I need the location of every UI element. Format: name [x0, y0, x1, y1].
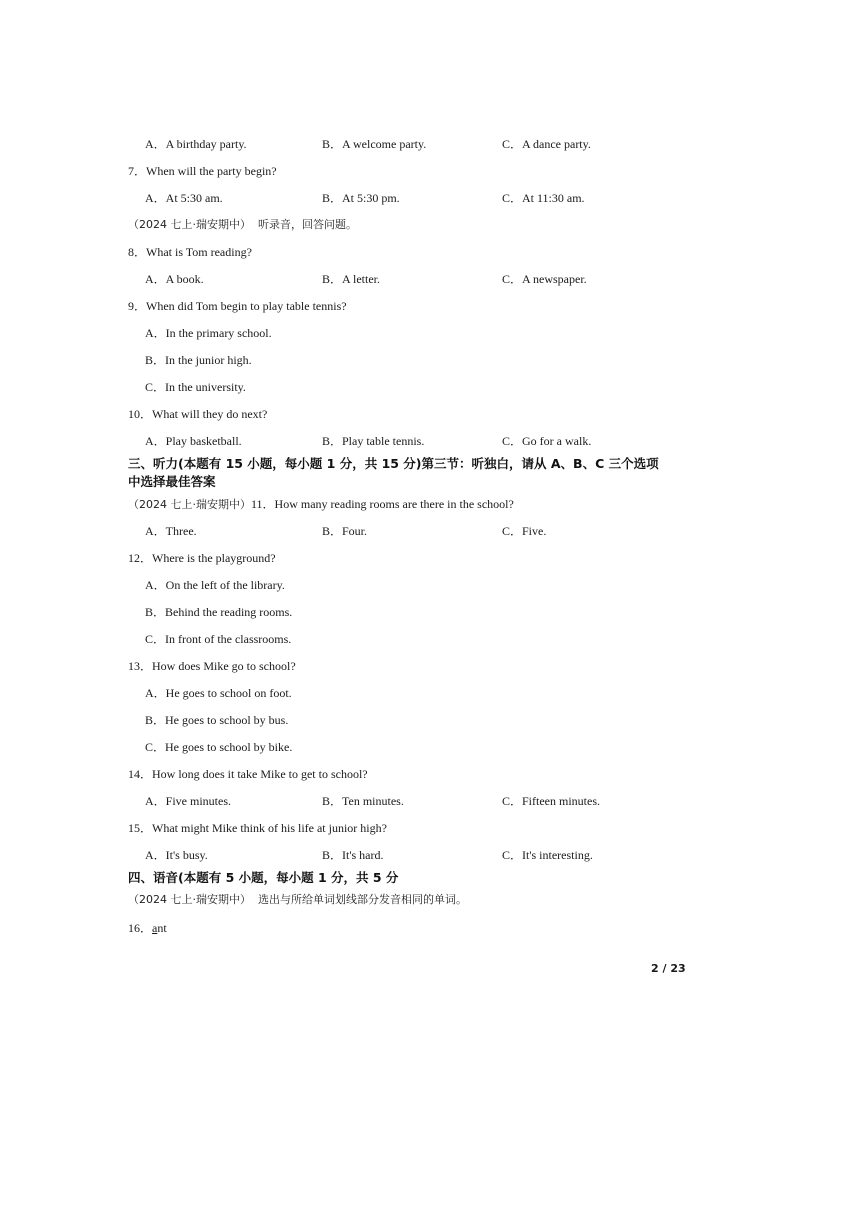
- q15-option-b: B．It's hard.: [322, 848, 384, 862]
- q6-option-b: B．A welcome party.: [322, 137, 427, 151]
- q12-stem: 12．Where is the playground?: [128, 551, 276, 565]
- q11-stem-line: [128, 495, 514, 512]
- q13-option-b: B．He goes to school by bus.: [145, 713, 289, 727]
- q15-option-c: C．It's interesting.: [502, 848, 593, 862]
- q7-stem: 7．When will the party begin?: [128, 164, 277, 178]
- q11-stem: 11．How many reading rooms are there in the school?: [251, 497, 514, 511]
- instruction-text: 听录音，回答问题。: [258, 218, 357, 231]
- q7-option-b: B．At 5:30 pm.: [322, 191, 400, 205]
- q11-option-c: C．Five.: [502, 524, 547, 538]
- q12-option-a: A．On the left of the library.: [145, 578, 285, 592]
- q9-stem: 9．When did Tom begin to play table tennis?: [128, 299, 347, 313]
- q13-option-c: C．He goes to school by bike.: [145, 740, 293, 754]
- q14-stem: 14．How long does it take Mike to get to school?: [128, 767, 368, 781]
- q6-option-a: A．A birthday party.: [145, 137, 247, 151]
- q10-option-c: C．Go for a walk.: [502, 434, 592, 448]
- q9-option-b: B．In the junior high.: [145, 353, 252, 367]
- instruction-text: 选出与所给单词划线部分发音相同的单词。: [258, 893, 467, 906]
- q7-option-c: C．At 11:30 am.: [502, 191, 585, 205]
- q11-option-b: B．Four.: [322, 524, 368, 538]
- q9-option-a: A．In the primary school.: [145, 326, 272, 340]
- q6-option-c: C．A dance party.: [502, 137, 591, 151]
- page-number: 2 / 23: [651, 962, 686, 975]
- q14-option-a: A．Five minutes.: [145, 794, 231, 808]
- q8-option-c: C．A newspaper.: [502, 272, 587, 286]
- q8-option-a: A．A book.: [145, 272, 204, 286]
- q16-stem: [128, 919, 167, 936]
- q10-option-b: B．Play table tennis.: [322, 434, 425, 448]
- q11-option-a: A．Three.: [145, 524, 197, 538]
- source-tag: （2024 七上·瑞安期中）: [128, 498, 251, 511]
- q15-option-a: A．It's busy.: [145, 848, 208, 862]
- q15-stem: 15．What might Mike think of his life at junior high?: [128, 821, 387, 835]
- source-tag: （2024 七上·瑞安期中）: [128, 218, 251, 231]
- q13-stem: 13．How does Mike go to school?: [128, 659, 296, 673]
- q12-option-b: B．Behind the reading rooms.: [145, 605, 293, 619]
- q12-option-c: C．In front of the classrooms.: [145, 632, 292, 646]
- section-4-heading: 四、语音(本题有 5 小题，每小题 1 分，共 5 分: [128, 870, 399, 885]
- q8-stem: 8．What is Tom reading?: [128, 245, 252, 259]
- section-3-heading-line2: 中选择最佳答案: [128, 474, 216, 489]
- q10-stem: 10．What will they do next?: [128, 407, 268, 421]
- q9-option-c: C．In the university.: [145, 380, 246, 394]
- q16-number: 16．: [128, 921, 153, 935]
- q16-underlined-letter: a: [152, 921, 158, 935]
- q7-option-a: A．At 5:30 am.: [145, 191, 223, 205]
- source-note-1: [128, 216, 357, 232]
- q13-option-a: A．He goes to school on foot.: [145, 686, 292, 700]
- q14-option-b: B．Ten minutes.: [322, 794, 404, 808]
- source-tag: （2024 七上·瑞安期中）: [128, 893, 251, 906]
- source-note-2: [128, 891, 467, 907]
- q10-option-a: A．Play basketball.: [145, 434, 242, 448]
- section-3-heading-line1: 三、听力(本题有 15 小题，每小题 1 分，共 15 分)第三节：听独白，请从 A、B、C 三个选项: [128, 456, 659, 471]
- q14-option-c: C．Fifteen minutes.: [502, 794, 600, 808]
- q16-word-rest: nt: [157, 921, 167, 935]
- q8-option-b: B．A letter.: [322, 272, 380, 286]
